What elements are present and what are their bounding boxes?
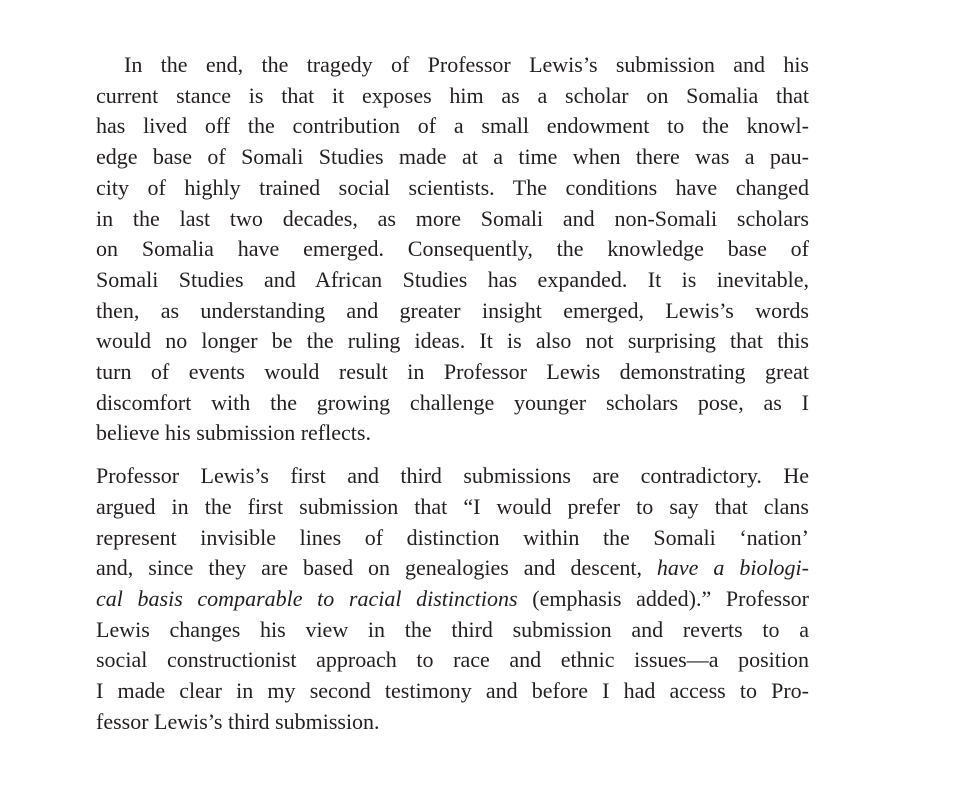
text-line: fessor Lewis’s third submission. [96, 708, 380, 734]
text-line: has lived off the contribution of a small endowment to the knowl- [96, 113, 809, 139]
text-line: Professor Lewis’s first and third submissions are contradictory. He [96, 463, 809, 489]
text-line: believe his submission reflects. [96, 420, 371, 446]
text-line: current stance is that it exposes him as a scholar on Somalia that [96, 82, 809, 108]
text-line: on Somalia have emerged. Consequently, the knowledge base of [96, 236, 809, 262]
text-line: discomfort with the growing challenge younger scholars pose, as I [96, 389, 809, 415]
text-run: (emphasis added).” Professor [517, 585, 809, 611]
text-line: represent invisible lines of distinction within the Somali ‘nation’ [96, 524, 809, 550]
text-line: Somali Studies and African Studies has expanded. It is inevitable, [96, 266, 809, 292]
text-line: city of highly trained social scientists. The conditions have changed [96, 174, 809, 200]
italic-emphasis: have a biologi- [656, 555, 809, 581]
paragraph-1 [96, 50, 809, 449]
text-run: and, since they are based on genealogies and descent, [96, 555, 657, 581]
text-line: edge base of Somali Studies made at a time when there was a pau- [96, 144, 809, 170]
text-line-mixed [96, 553, 809, 584]
paragraph-2 [96, 461, 809, 737]
document-page [96, 50, 809, 737]
text-line: turn of events would result in Professor Lewis demonstrating great [96, 359, 809, 385]
text-line: would no longer be the ruling ideas. It is also not surprising that this [96, 328, 809, 354]
text-line: Lewis changes his view in the third submission and reverts to a [96, 616, 809, 642]
text-line-mixed [96, 584, 809, 615]
text-line: argued in the first submission that “I would prefer to say that clans [96, 493, 809, 519]
text-line: then, as understanding and greater insight emerged, Lewis’s words [96, 297, 809, 323]
text-line: social constructionist approach to race and ethnic issues—a position [96, 647, 809, 673]
text-line: I made clear in my second testimony and before I had access to Pro- [96, 678, 809, 704]
italic-emphasis: cal basis comparable to racial distinctions [96, 585, 518, 611]
text-line: In the end, the tragedy of Professor Lewis’s submission and his [124, 52, 809, 77]
text-line: in the last two decades, as more Somali and non-Somali scholars [96, 205, 809, 231]
